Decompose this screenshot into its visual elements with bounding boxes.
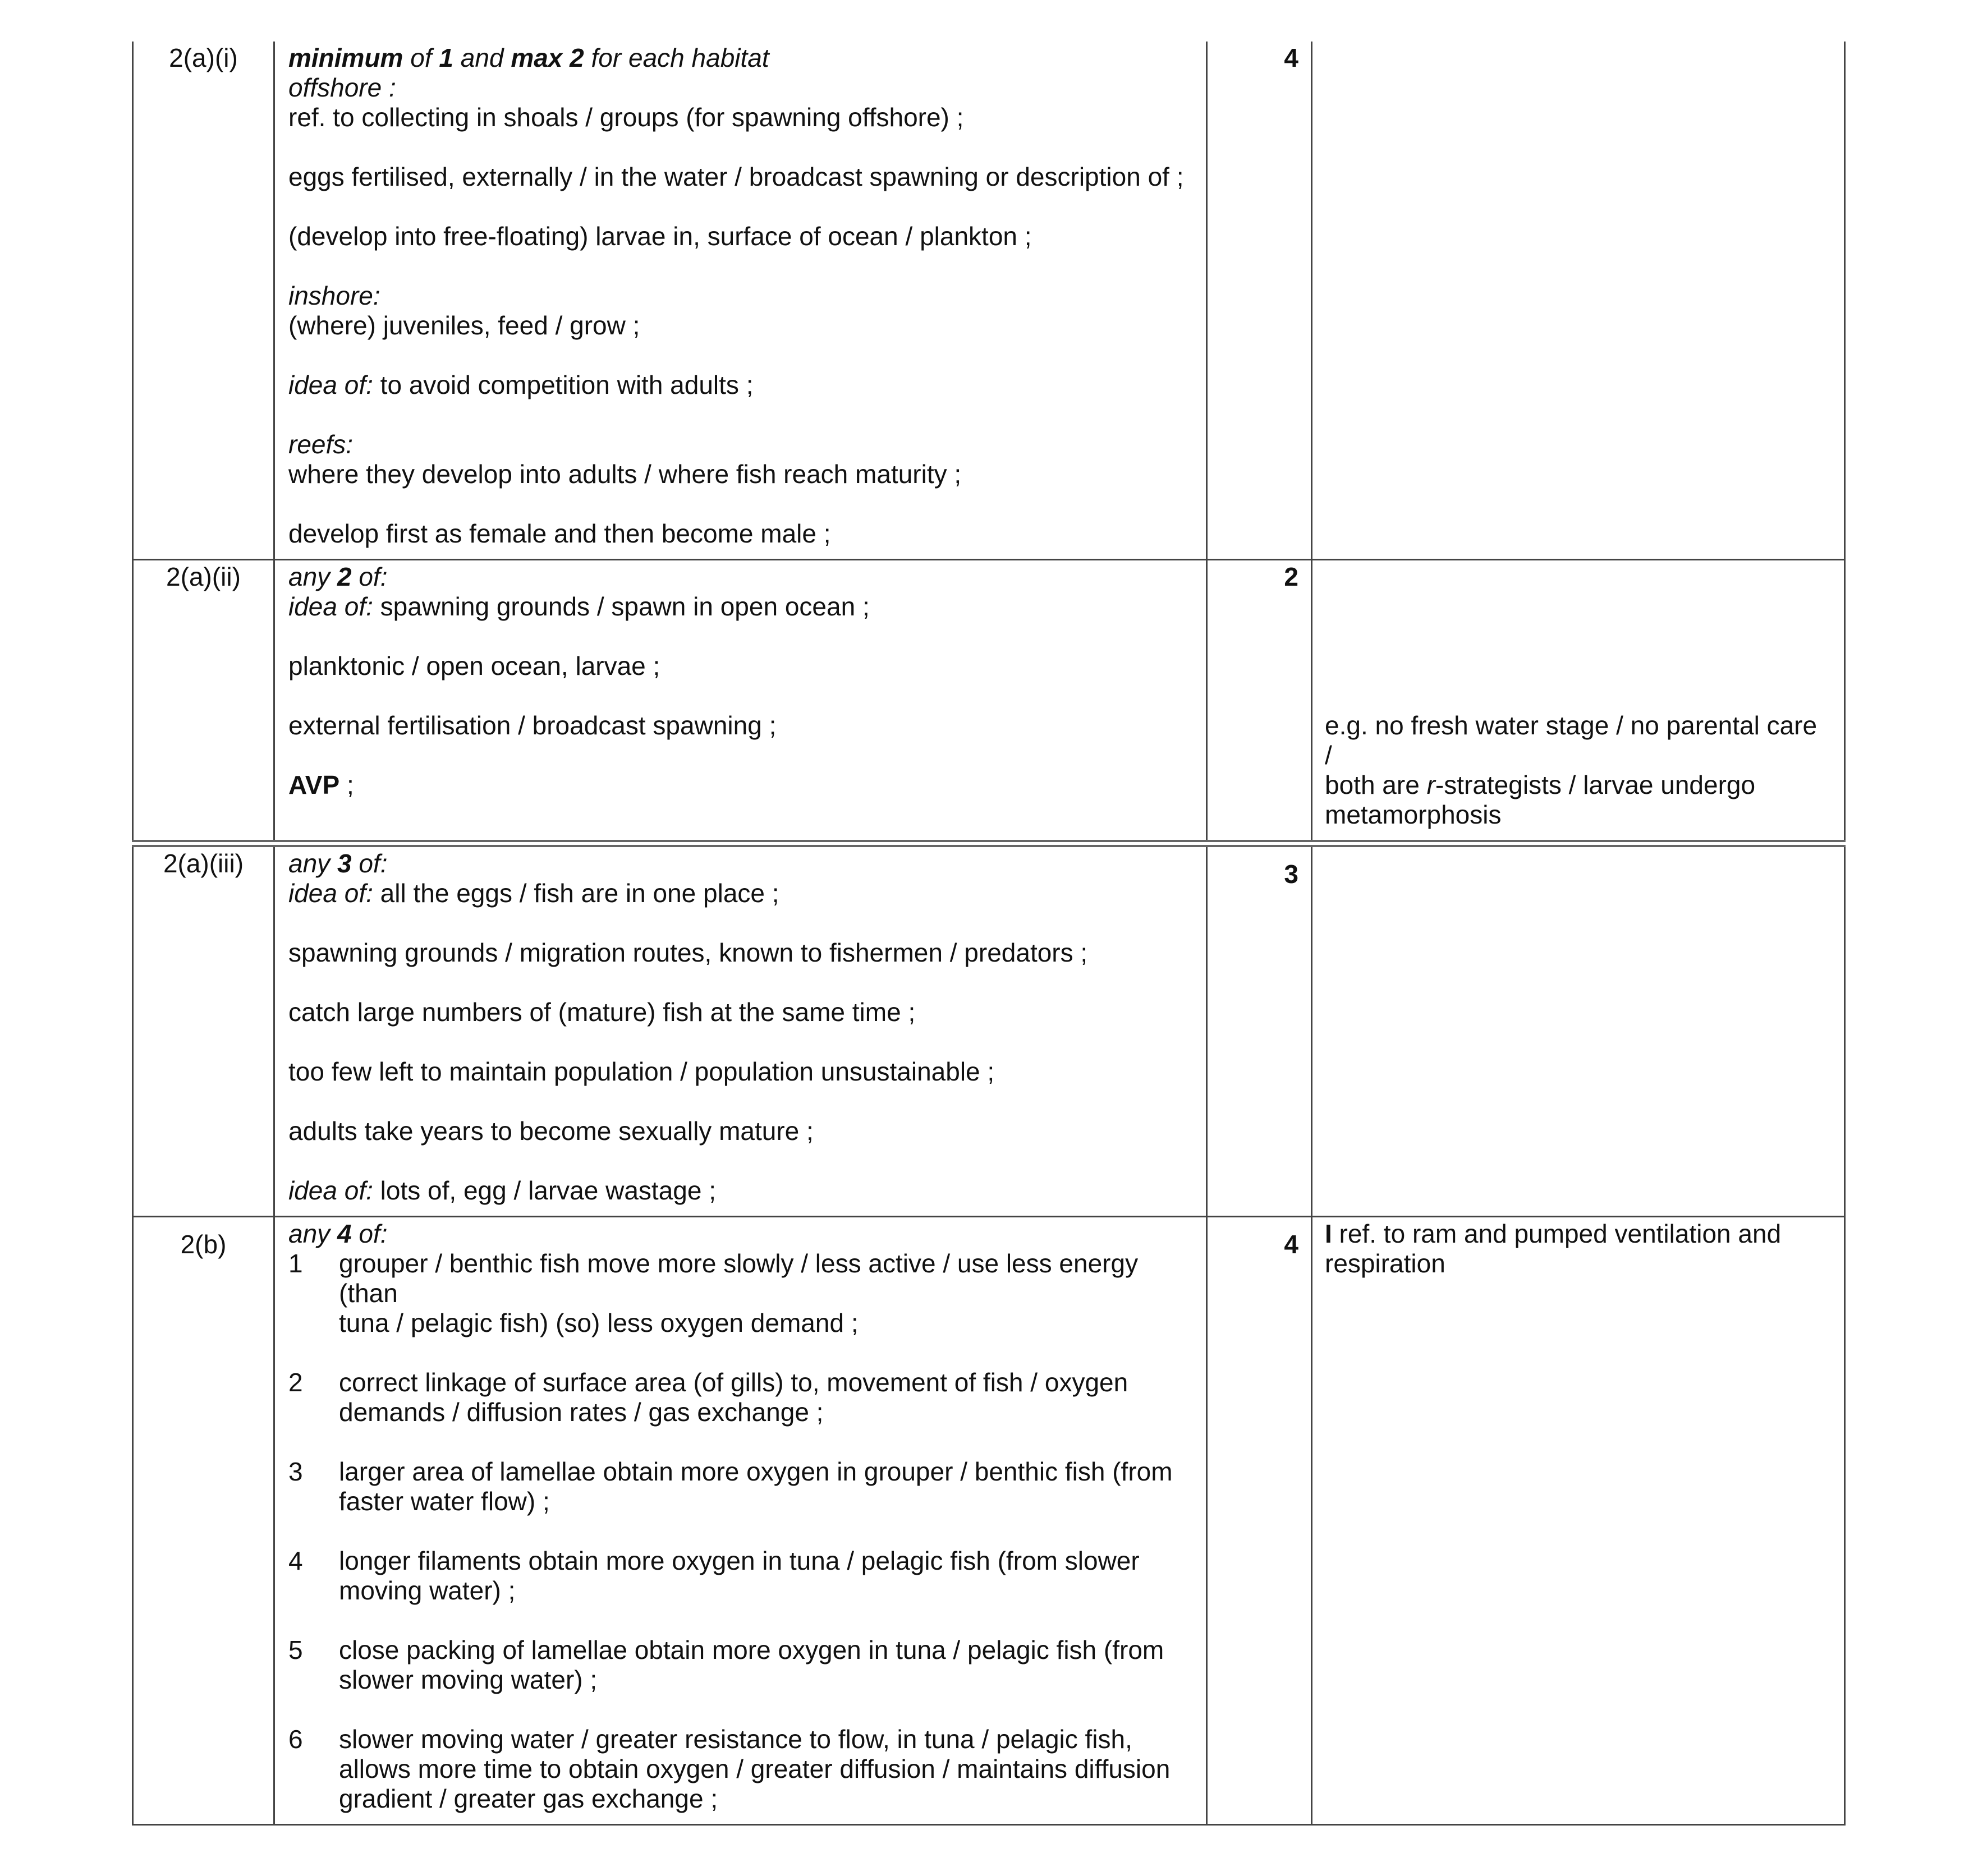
answer-line: (where) juveniles, feed / grow ; (288, 311, 640, 340)
answer-cell (274, 844, 1207, 1217)
numbered-point: 5 close packing of lamellae obtain more oxygen in tuna / pelagic fish (from slower moving water) ; (288, 1635, 1164, 1694)
table-row (133, 560, 1845, 844)
answer-header: any 3 of: (288, 849, 388, 878)
answer-line: idea of: all the eggs / fish are in one place ; (288, 879, 779, 908)
numbered-point: 6 slower moving water / greater resistance to flow, in tuna / pelagic fish, allows more time to obtain oxygen / greater diffusion / maintains diffusion gradient / greater gas exchange ; (288, 1725, 1171, 1813)
numbered-point: 2 correct linkage of surface area (of gills) to, movement of fish / oxygen demands / diffusion rates / gas exchange ; (288, 1368, 1128, 1427)
answer-line: where they develop into adults / where fish reach maturity ; (288, 459, 962, 489)
question-number: 2(a)(i) (133, 42, 274, 560)
table-row (133, 42, 1845, 560)
answer-cell (274, 1217, 1207, 1825)
answer-header: any 2 of: (288, 562, 388, 591)
question-number: 2(a)(ii) (133, 560, 274, 844)
numbered-point: 3 larger area of lamellae obtain more oxygen in grouper / benthic fish (from faster water flow) ; (288, 1457, 1173, 1516)
offshore-label: offshore : (288, 73, 396, 102)
answer-line: develop first as female and then become male ; (288, 519, 831, 548)
marks-cell: 4 (1207, 1217, 1312, 1825)
mark-scheme-table (132, 42, 1846, 1826)
answer-header: any 4 of: (288, 1219, 388, 1248)
answer-line: planktonic / open ocean, larvae ; (288, 651, 660, 680)
answer-line: too few left to maintain population / population unsustainable ; (288, 1057, 995, 1086)
table-row (133, 1217, 1845, 1825)
answer-header: minimum of 1 and max 2 for each habitat (288, 43, 769, 72)
reefs-label: reefs: (288, 430, 354, 459)
guidance-line: respiration (1325, 1249, 1445, 1278)
answer-line: external fertilisation / broadcast spawning ; (288, 711, 777, 740)
answer-cell (274, 42, 1207, 560)
guidance-cell (1312, 42, 1845, 560)
guidance-line: e.g. no fresh water stage / no parental care / (1325, 711, 1824, 770)
numbered-point: 4 longer filaments obtain more oxygen in tuna / pelagic fish (from slower moving water) ; (288, 1546, 1140, 1605)
guidance-cell (1312, 560, 1845, 844)
answer-line: AVP ; (288, 770, 354, 799)
answer-line: eggs fertilised, externally / in the water / broadcast spawning or description of ; (288, 162, 1184, 191)
question-number: 2(b) (133, 1217, 274, 1825)
answer-line: ref. to collecting in shoals / groups (for spawning offshore) ; (288, 103, 964, 132)
guidance-cell (1312, 1217, 1845, 1825)
guidance-line: metamorphosis (1325, 800, 1502, 829)
guidance-cell (1312, 844, 1845, 1217)
guidance-line: both are r-strategists / larvae undergo (1325, 770, 1756, 799)
answer-line: (develop into free-floating) larvae in, surface of ocean / plankton ; (288, 222, 1032, 251)
answer-line: idea of: spawning grounds / spawn in open ocean ; (288, 592, 870, 621)
numbered-point: 1 grouper / benthic fish move more slowly / less active / use less energy (than tuna / pelagic fish) (so) less oxygen demand ; (288, 1249, 1139, 1337)
guidance-line: I ref. to ram and pumped ventilation and (1325, 1219, 1782, 1248)
answer-line: spawning grounds / migration routes, known to fishermen / predators ; (288, 938, 1088, 967)
answer-line: idea of: to avoid competition with adults ; (288, 370, 754, 399)
answer-line: idea of: lots of, egg / larvae wastage ; (288, 1176, 717, 1205)
answer-cell (274, 560, 1207, 844)
question-number: 2(a)(iii) (133, 844, 274, 1217)
marks-cell: 3 (1207, 844, 1312, 1217)
table-row (133, 844, 1845, 1217)
marks-cell: 2 (1207, 560, 1312, 844)
marks-cell: 4 (1207, 42, 1312, 560)
answer-line: catch large numbers of (mature) fish at the same time ; (288, 997, 916, 1027)
inshore-label: inshore: (288, 281, 380, 310)
answer-line: adults take years to become sexually mature ; (288, 1116, 814, 1146)
